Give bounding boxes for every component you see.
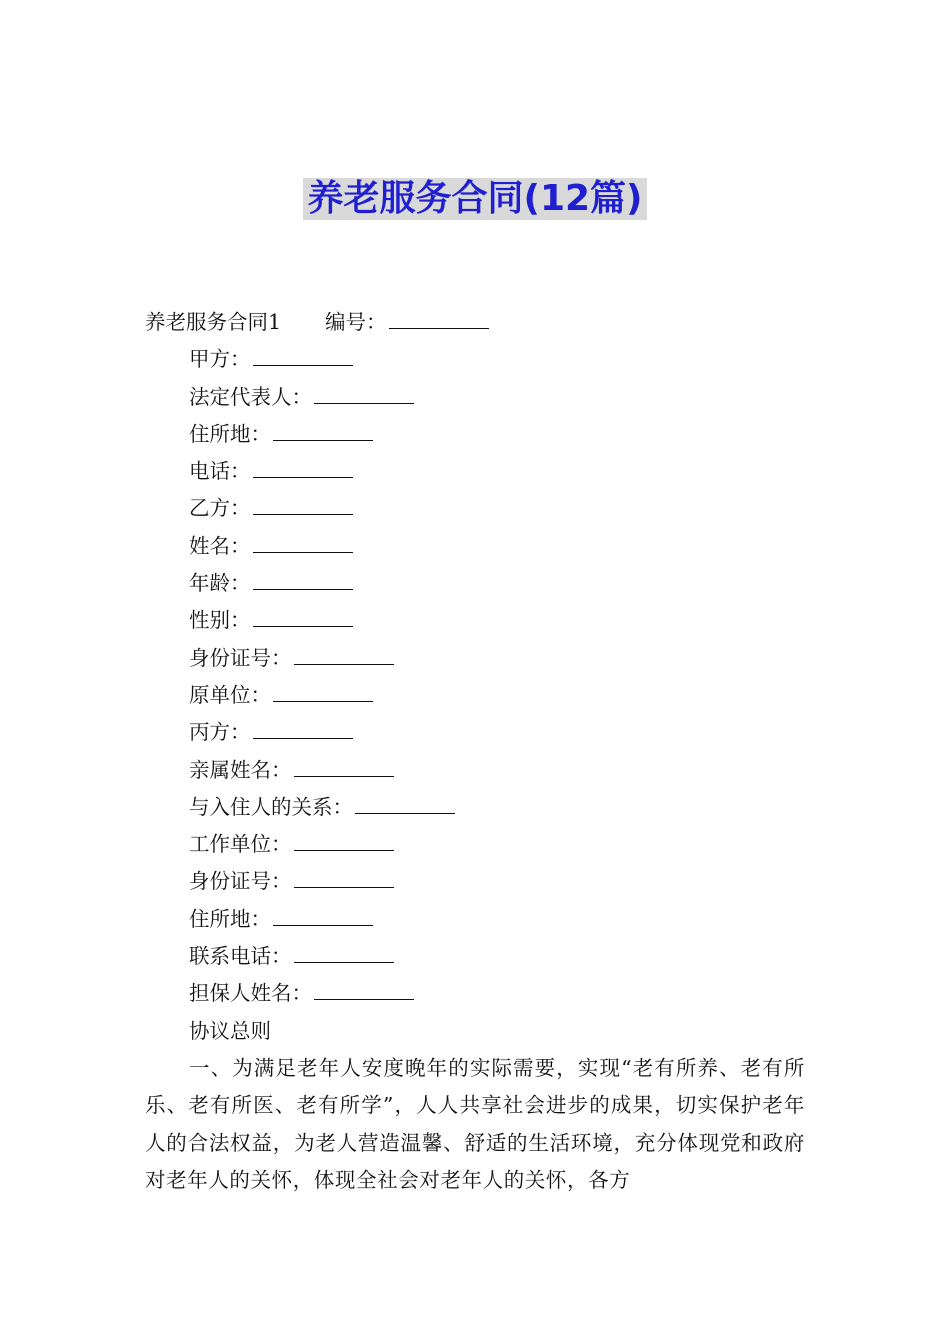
field-name <box>145 528 805 565</box>
field-blank <box>253 345 353 366</box>
field-id-number-c <box>145 863 805 900</box>
field-blank <box>273 905 373 926</box>
field-blank <box>314 979 414 1000</box>
field-relative-name <box>145 752 805 789</box>
field-gender <box>145 602 805 639</box>
field-label: 工作单位： <box>189 832 292 857</box>
field-blank <box>253 532 353 553</box>
field-label: 住所地： <box>189 906 271 931</box>
field-guarantor-name <box>145 975 805 1012</box>
field-legal-representative <box>145 379 805 416</box>
field-blank <box>294 830 394 851</box>
field-label: 甲方： <box>189 347 251 372</box>
field-party-a <box>145 341 805 378</box>
field-label: 性别： <box>189 608 251 633</box>
field-label: 住所地： <box>189 421 271 446</box>
field-blank <box>355 793 455 814</box>
field-label: 丙方： <box>189 720 251 745</box>
contract-heading-line <box>145 304 805 341</box>
field-contact-phone <box>145 938 805 975</box>
field-label: 法定代表人： <box>189 384 312 409</box>
field-label: 身份证号： <box>189 869 292 894</box>
field-address-c <box>145 901 805 938</box>
field-former-employer <box>145 677 805 714</box>
field-label: 担保人姓名： <box>189 981 312 1006</box>
field-blank <box>273 681 373 702</box>
contract-number-blank <box>389 308 489 329</box>
field-label: 亲属姓名： <box>189 757 292 782</box>
field-blank <box>273 420 373 441</box>
field-label: 姓名： <box>189 533 251 558</box>
field-label: 联系电话： <box>189 944 292 969</box>
field-id-number-b <box>145 640 805 677</box>
field-label: 年龄： <box>189 571 251 596</box>
field-blank <box>294 756 394 777</box>
field-blank <box>294 644 394 665</box>
contract-number-label: 编号： <box>325 310 387 334</box>
field-blank <box>253 569 353 590</box>
field-label: 乙方： <box>189 496 251 521</box>
field-blank <box>253 718 353 739</box>
document-title: 养老服务合同(12篇) <box>303 178 646 220</box>
field-address-a <box>145 416 805 453</box>
field-work-unit <box>145 826 805 863</box>
field-blank <box>314 383 414 404</box>
field-label: 原单位： <box>189 682 271 707</box>
field-phone-a <box>145 453 805 490</box>
section-title: 协议总则 <box>189 1018 271 1043</box>
field-blank <box>253 606 353 627</box>
paragraph-general-provision: 一、为满足老年人安度晚年的实际需要，实现“老有所养、老有所乐、老有所医、老有所学”，人人共享社会进步的成果，切实保护老年人的合法权益，为老人营造温馨、舒适的生活环境，充分体现党和政府对老年人的关怀，体现全社会对老年人的关怀，各方 <box>145 1055 805 1192</box>
contract-name: 养老服务合同1 <box>145 310 282 334</box>
field-label: 身份证号： <box>189 645 292 670</box>
field-blank <box>253 457 353 478</box>
field-party-c <box>145 714 805 751</box>
title-container <box>0 178 950 220</box>
field-label: 与入住人的关系： <box>189 794 353 819</box>
field-party-b <box>145 490 805 527</box>
field-relationship <box>145 789 805 826</box>
field-blank <box>294 867 394 888</box>
document-body <box>145 304 805 1199</box>
field-age <box>145 565 805 602</box>
field-blank <box>294 942 394 963</box>
field-label: 电话： <box>189 459 251 484</box>
field-blank <box>253 494 353 515</box>
